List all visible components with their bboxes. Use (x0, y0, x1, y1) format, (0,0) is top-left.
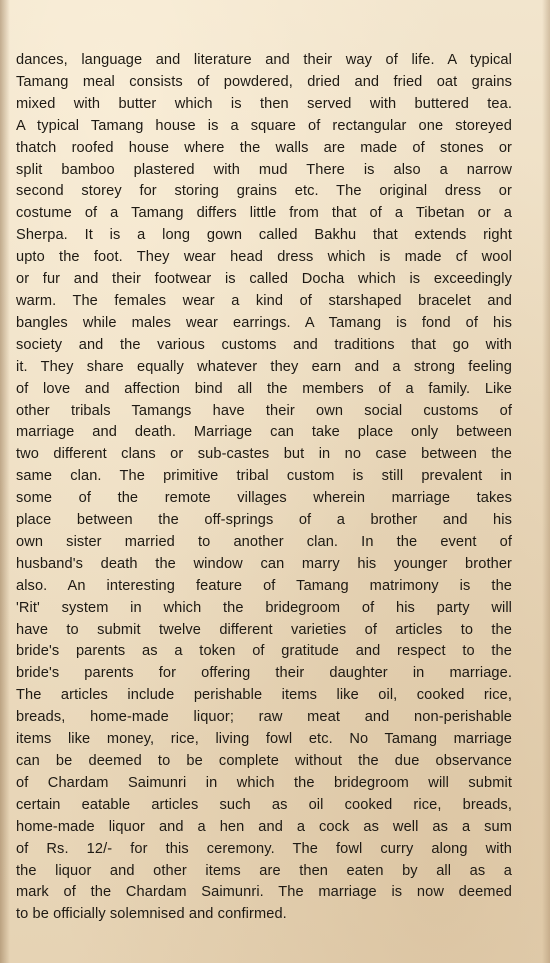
text-line: also. An interesting feature of Tamang matrimony is the (16, 577, 512, 594)
text-line: items like money, rice, living fowl etc. No Tamang marriage (16, 731, 512, 748)
text-line: it. They share equally whatever they earn and a strong feeling (16, 358, 512, 375)
text-line: mark of the Chardam Saimunri. The marriage is now deemed (16, 884, 512, 901)
text-line: bride's parents for offering their daughter in marriage. (16, 665, 512, 682)
text-line: of Chardam Saimunri in which the bridegroom will submit (16, 774, 512, 791)
text-line: warm. The females wear a kind of starshaped bracelet and (16, 292, 512, 309)
text-line: marriage and death. Marriage can take place only between (16, 424, 512, 441)
page-right-shadow (542, 0, 550, 963)
text-line: mixed with butter which is then served with buttered tea. (16, 95, 512, 112)
text-line: Sherpa. It is a long gown called Bakhu that extends right (16, 227, 512, 244)
text-line: society and the various customs and traditions that go with (16, 336, 512, 353)
text-line: dances, language and literature and their way of life. A typical (16, 52, 512, 68)
text-line: split bamboo plastered with mud There is also a narrow (16, 161, 512, 178)
body-text (16, 50, 512, 926)
text-line: The articles include perishable items like oil, cooked rice, (16, 687, 512, 704)
text-line: own sister married to another clan. In the event of (16, 533, 512, 550)
text-line: home-made liquor and a hen and a cock as well as a sum (16, 818, 512, 835)
text-line: Tamang meal consists of powdered, dried and fried oat grains (16, 73, 512, 90)
text-line: of love and affection bind all the members of a family. Like (16, 380, 512, 397)
text-line: of Rs. 12/- for this ceremony. The fowl curry along with (16, 840, 512, 857)
text-line: other tribals Tamangs have their own social customs of (16, 402, 512, 419)
text-line: breads, home-made liquor; raw meat and non-perishable (16, 709, 512, 726)
text-line: upto the foot. They wear head dress which is made cf wool (16, 249, 512, 266)
text-line: certain eatable articles such as oil cooked rice, breads, (16, 796, 512, 813)
text-line: place between the off-springs of a brother and his (16, 512, 512, 529)
text-line: husband's death the window can marry his younger brother (16, 555, 512, 572)
text-line: two different clans or sub-castes but in no case between the (16, 446, 512, 463)
page-left-shadow (0, 0, 10, 963)
text-line: or fur and their footwear is called Docha which is exceedingly (16, 271, 512, 288)
text-line: same clan. The primitive tribal custom is still prevalent in (16, 468, 512, 485)
text-line: costume of a Tamang differs little from that of a Tibetan or a (16, 205, 512, 222)
text-line: 'Rit' system in which the bridegroom of his party will (16, 599, 512, 616)
text-line: to be officially solemnised and confirmed. (16, 906, 287, 923)
text-line: some of the remote villages wherein marriage takes (16, 490, 512, 507)
text-line: can be deemed to be complete without the due observance (16, 753, 512, 769)
text-line: the liquor and other items are then eaten by all as a (16, 862, 512, 879)
text-line: have to submit twelve different varieties of articles to the (16, 621, 512, 638)
text-line: thatch roofed house where the walls are made of stones or (16, 139, 512, 156)
text-line: A typical Tamang house is a square of rectangular one storeyed (16, 117, 512, 134)
text-line: bride's parents as a token of gratitude and respect to the (16, 643, 512, 660)
text-line: second storey for storing grains etc. The original dress or (16, 183, 512, 200)
text-line: bangles while males wear earrings. A Tamang is fond of his (16, 314, 512, 331)
